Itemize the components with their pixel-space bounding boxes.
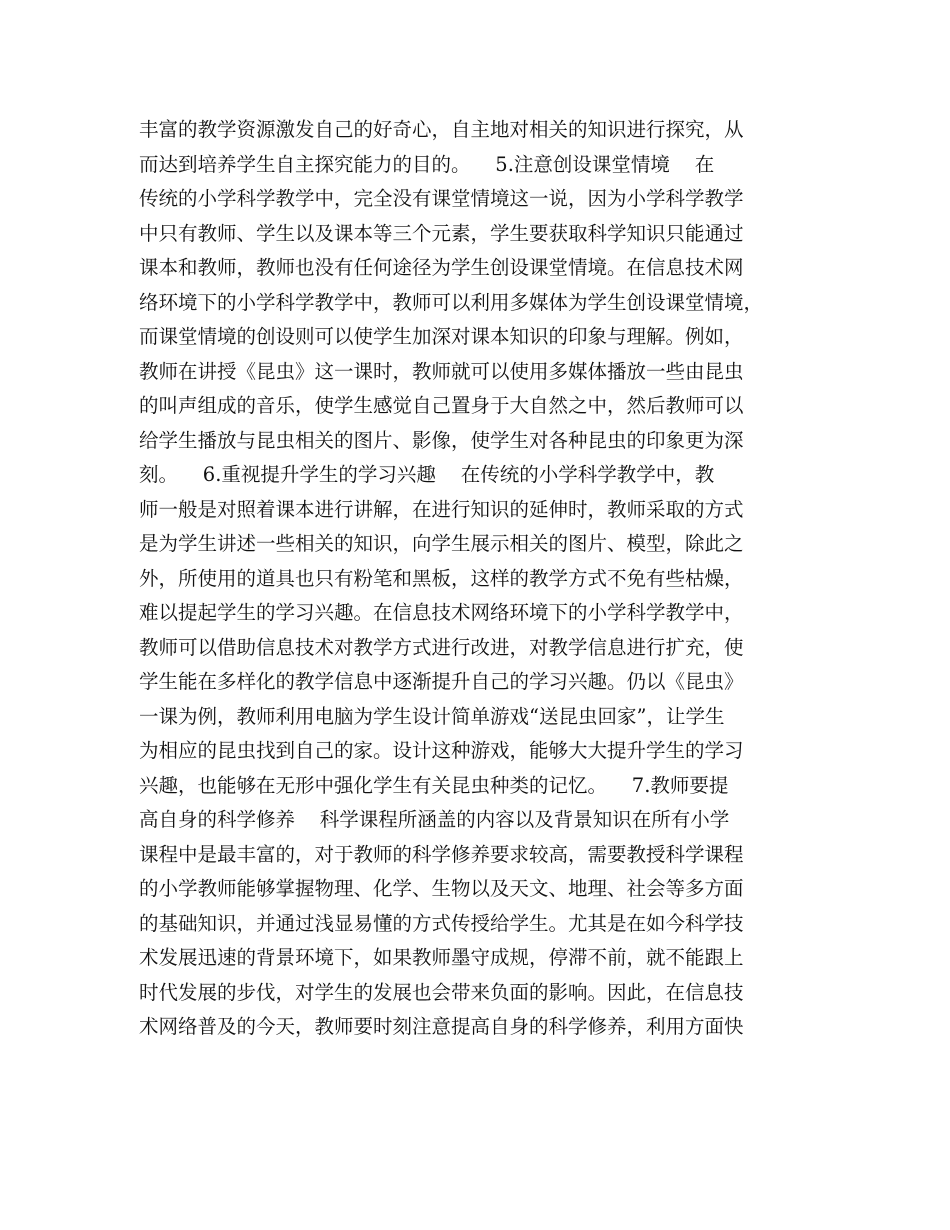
text-line: 课本和教师，教师也没有任何途径为学生创设课堂情境。在信息技术网 [139, 256, 744, 279]
text-line: 教师可以借助信息技术对教学方式进行改进，对教学信息进行扩充，使 [139, 635, 744, 659]
text-line: 丰富的教学资源激发自己的好奇心，自主地对相关的知识进行探究，从 [139, 118, 744, 141]
text-line: 师一般是对照着课本进行讲解，在进行知识的延伸时，教师采取的方式 [139, 497, 744, 521]
text-line: 术发展迅速的背景环境下，如果教师墨守成规，停滞不前，就不能跟上 [139, 946, 744, 969]
text-line: 的小学教师能够掌握物理、化学、生物以及天文、地理、社会等多方面 [139, 877, 744, 900]
text-line: 难以提起学生的学习兴趣。在信息技术网络环境下的小学科学教学中， [139, 601, 744, 624]
text-line: 传统的小学科学教学中，完全没有课堂情境这一说，因为小学科学教学 [139, 187, 744, 210]
text-line: 而达到培养学生自主探究能力的目的。 5.注意创设课堂情境 在 [139, 152, 715, 176]
text-line: 高自身的科学修养 科学课程所涵盖的内容以及背景知识在所有小学 [139, 808, 730, 831]
text-line: 的叫声组成的音乐，使学生感觉自己置身于大自然之中，然后教师可以 [139, 394, 744, 417]
text-line: 刻。 6.重视提升学生的学习兴趣 在传统的小学科学教学中，教 [139, 463, 715, 486]
text-line: 是为学生讲述一些相关的知识，向学生展示相关的图片、模型，除此之 [139, 532, 744, 555]
text-line: 时代发展的步伐，对学生的发展也会带来负面的影响。因此，在信息技 [139, 980, 744, 1004]
body-text [139, 113, 819, 1045]
text-line: 学生能在多样化的教学信息中逐渐提升自己的学习兴趣。仍以《昆虫》 [139, 670, 744, 693]
text-line: 而课堂情境的创设则可以使学生加深对课本知识的印象与理解。例如， [139, 325, 744, 348]
text-line: 一课为例，教师利用电脑为学生设计简单游戏“送昆虫回家”，让学生 [139, 704, 725, 728]
text-line: 的基础知识，并通过浅显易懂的方式传授给学生。尤其是在如今科学技 [139, 911, 744, 935]
text-line: 外，所使用的道具也只有粉笔和黑板，这样的教学方式不免有些枯燥， [139, 566, 744, 590]
text-line: 给学生播放与昆虫相关的图片、影像，使学生对各种昆虫的印象更为深 [139, 428, 744, 452]
text-line: 课程中是最丰富的，对于教师的科学修养要求较高，需要教授科学课程 [139, 842, 744, 866]
text-line: 为相应的昆虫找到自己的家。设计这种游戏，能够大大提升学生的学习 [139, 739, 744, 762]
text-line: 中只有教师、学生以及课本等三个元素，学生要获取科学知识只能通过 [139, 221, 744, 245]
text-line: 络环境下的小学科学教学中，教师可以利用多媒体为学生创设课堂情境， [139, 290, 764, 314]
text-line: 术网络普及的今天，教师要时刻注意提高自身的科学修养，利用方面快 [139, 1015, 744, 1038]
text-line: 教师在讲授《昆虫》这一课时，教师就可以使用多媒体播放一些由昆虫 [139, 359, 744, 383]
text-line: 兴趣，也能够在无形中强化学生有关昆虫种类的记忆。 7.教师要提 [139, 773, 729, 797]
